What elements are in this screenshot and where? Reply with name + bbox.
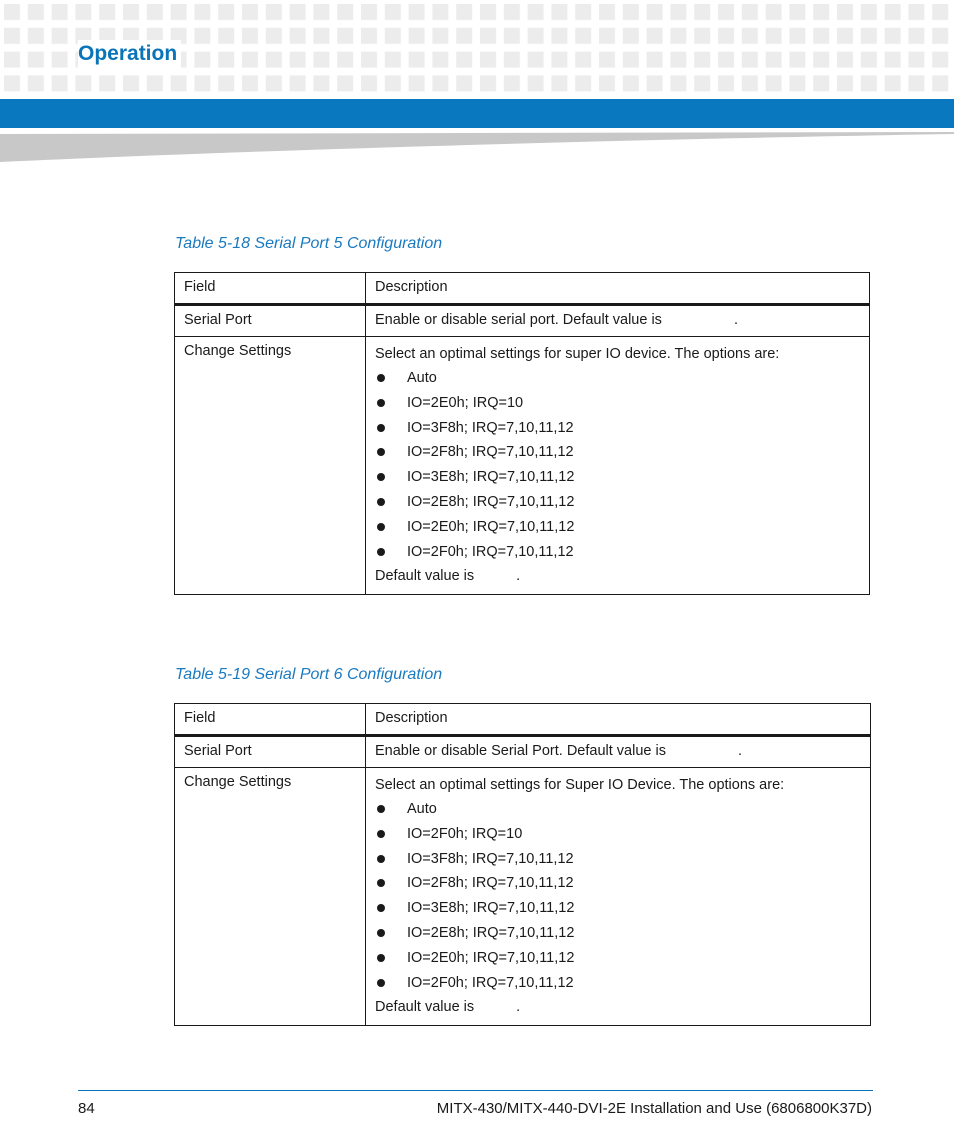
- option-item: IO=2E8h; IRQ=7,10,11,12: [375, 490, 860, 515]
- option-item: IO=2E8h; IRQ=7,10,11,12: [375, 921, 861, 946]
- description-end: .: [733, 312, 738, 328]
- table-caption: Table 5-18 Serial Port 5 Configuration: [175, 235, 443, 252]
- config-table-serial-port-6: [174, 703, 871, 1026]
- section-title: Operation: [78, 40, 181, 68]
- options-list: [375, 366, 860, 564]
- table-row: [175, 768, 871, 1026]
- option-item: IO=2F0h; IRQ=7,10,11,12: [375, 540, 860, 565]
- option-item: IO=3F8h; IRQ=7,10,11,12: [375, 416, 860, 441]
- table-row: [175, 337, 870, 595]
- option-item: IO=3F8h; IRQ=7,10,11,12: [375, 847, 861, 872]
- default-value-text: [375, 995, 861, 1019]
- option-item: IO=2F8h; IRQ=7,10,11,12: [375, 871, 861, 896]
- default-end: .: [516, 568, 521, 585]
- description-cell: [366, 337, 870, 595]
- option-item: IO=2F0h; IRQ=7,10,11,12: [375, 971, 861, 996]
- column-header-description: Description: [366, 273, 870, 305]
- table-row: [175, 736, 871, 768]
- description-text: Enable or disable serial port. Default value is: [375, 312, 662, 328]
- option-item: IO=2E0h; IRQ=7,10,11,12: [375, 515, 860, 540]
- options-intro: Select an optimal settings for Super IO Device. The options are:: [375, 777, 785, 793]
- option-item: IO=2F0h; IRQ=10: [375, 822, 861, 847]
- description-text: Enable or disable Serial Port. Default value is: [375, 743, 666, 759]
- option-item: Auto: [375, 366, 860, 391]
- description-cell: [366, 305, 870, 337]
- column-header-description: Description: [366, 704, 871, 736]
- header-blue-band: [0, 99, 954, 128]
- option-item: IO=3E8h; IRQ=7,10,11,12: [375, 465, 860, 490]
- field-cell: Serial Port: [175, 305, 366, 337]
- table-header-row: [175, 273, 870, 305]
- config-table-serial-port-5: [174, 272, 870, 595]
- footer-rule: [78, 1090, 873, 1091]
- option-item: IO=2E0h; IRQ=7,10,11,12: [375, 946, 861, 971]
- default-label: Default value is: [375, 568, 475, 585]
- options-list: [375, 797, 861, 995]
- header-gray-swoosh: [0, 128, 954, 164]
- option-item: IO=2F8h; IRQ=7,10,11,12: [375, 440, 860, 465]
- table-row: [175, 305, 870, 337]
- table-header-row: [175, 704, 871, 736]
- default-end: .: [516, 999, 521, 1016]
- options-intro: Select an optimal settings for super IO device. The options are:: [375, 346, 780, 362]
- document-title: MITX-430/MITX-440-DVI-2E Installation and Use (6806800K37D): [436, 1100, 872, 1117]
- field-cell: Serial Port: [175, 736, 366, 768]
- page-number: 84: [78, 1100, 95, 1117]
- default-label: Default value is: [375, 999, 475, 1016]
- field-cell: Change Settings: [175, 768, 366, 1026]
- option-item: IO=3E8h; IRQ=7,10,11,12: [375, 896, 861, 921]
- field-cell: Change Settings: [175, 337, 366, 595]
- column-header-field: Field: [175, 704, 366, 736]
- table-caption: Table 5-19 Serial Port 6 Configuration: [175, 666, 443, 683]
- description-end: .: [737, 743, 742, 759]
- option-item: IO=2E0h; IRQ=10: [375, 391, 860, 416]
- description-cell: [366, 768, 871, 1026]
- description-cell: [366, 736, 871, 768]
- option-item: Auto: [375, 797, 861, 822]
- default-value-text: [375, 564, 860, 588]
- column-header-field: Field: [175, 273, 366, 305]
